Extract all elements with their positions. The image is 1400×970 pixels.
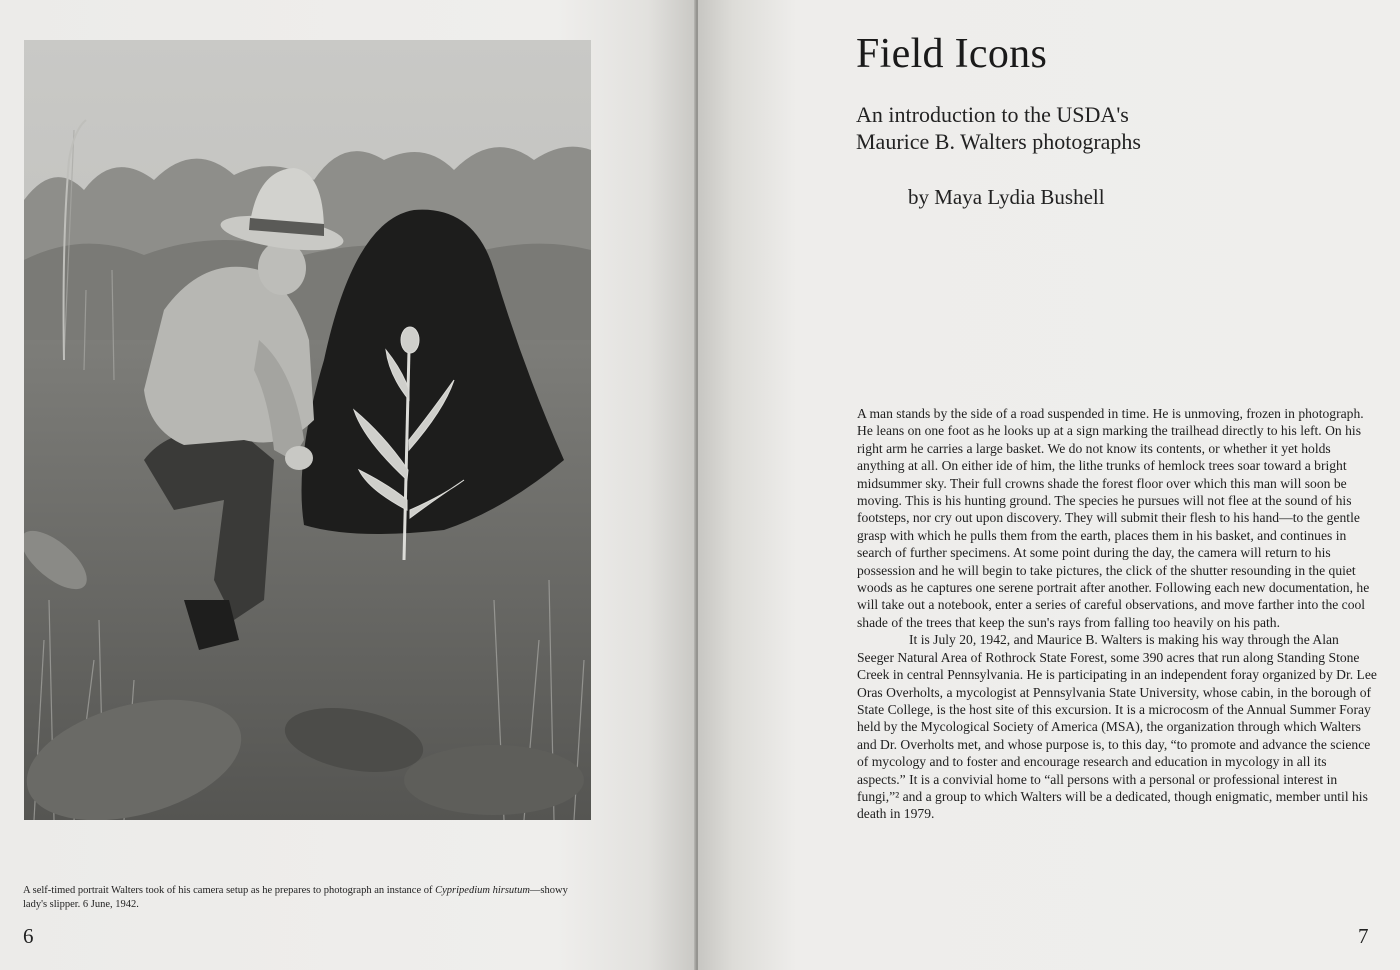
caption-species-name: Cypripedium hirsutum [435, 885, 530, 896]
left-page [0, 0, 696, 970]
subtitle-line-1: An introduction to the USDA's [856, 102, 1129, 127]
right-page [698, 0, 1400, 970]
paragraph-2: It is July 20, 1942, and Maurice B. Walters is making his way through the Alan Seeger Natural Area of Rothrock State Forest, some 390 acres that run along Standing Stone Creek in central Pennsylvania. He is participating in an independent foray organized by Dr. Lee Oras Overholts, a mycologist at Pennsylvania State University, whose cabin, in the borough of State College, is the host site of this excursion. It is a microcosm of the Annual Summer Foray held by the Mycological Society of America (MSA), the organization through which Walters and Dr. Overholts met, and whose purpose is, to this day, “to promote and advance the science of mycology and to foster and encourage research and education in mycology in all its aspects.” It is a convivial home to “all persons with a personal or professional interest in fungi,”² and a group to which Walters will be a dedicated, though enigmatic, member until his death in 1979. [857, 632, 1377, 822]
photo-caption: A self-timed portrait Walters took of his camera setup as he prepares to photograph an instance of Cypripedium hirsutum—showy lady's slipper. 6 June, 1942. [23, 885, 568, 910]
page-number-left: 6 [23, 924, 34, 948]
page-number-right: 7 [1358, 924, 1369, 948]
article-subtitle [856, 101, 1141, 155]
subtitle-line-2: Maurice B. Walters photographs [856, 129, 1141, 154]
paragraph-1: A man stands by the side of a road suspended in time. He is unmoving, frozen in photograph. He leans on one foot as he looks up at a sign marking the trailhead directly to his left. On his right arm he carries a large basket. We do not know its contents, or whether it yet holds anything at all. On either ide of him, the lithe trunks of hemlock trees soar toward a bright midsummer sky. Their full crowns shade the forest floor over which this man will soon be moving. This is his hunting ground. The species he pursues will not flee at the sound of his footsteps, nor cry out upon discovery. They will submit their flesh to his hand—to the gentle grasp with which he pulls them from the earth, places them in his basket, and continues in search of further specimens. At some point during the day, the camera will return to his possession and he will begin to take pictures, the click of the shutter resounding in the quiet woods as he captures one serene portrait after another. Following each new documentation, he will take out a notebook, enter a series of careful observations, and move farther into the cool shade of the trees that keep the sun's rays from falling too heavily on his path. [857, 406, 1370, 630]
article-body [857, 405, 1377, 823]
author-byline: by Maya Lydia Bushell [908, 185, 1105, 209]
article-title: Field Icons [856, 31, 1048, 77]
photograph-walters-camera [24, 40, 591, 820]
